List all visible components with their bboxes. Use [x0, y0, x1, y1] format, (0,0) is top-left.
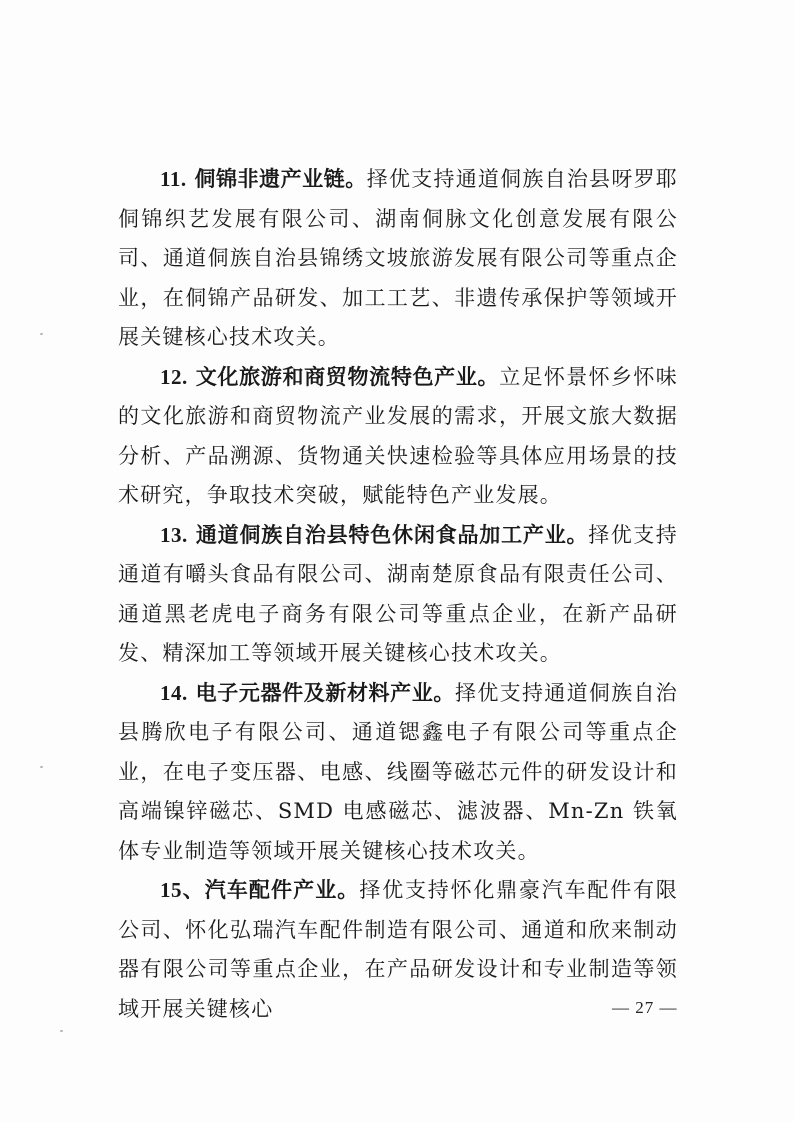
- paragraph-number: 11.: [160, 167, 187, 191]
- paragraph-number: 15、: [160, 878, 205, 902]
- paragraph-heading: [160, 523, 588, 547]
- page-number: — 27 —: [612, 998, 678, 1017]
- paragraph-number: 12.: [160, 364, 188, 389]
- paragraph-number: 13.: [160, 522, 188, 547]
- paragraph-text: 立足怀景怀乡怀味的文化旅游和商贸物流产业发展的需求，开展文旅大数据分析、产品溯源、货物通关快速检验等具体应用场景的技术研究，争取技术突破，赋能特色产业发展。: [118, 364, 679, 507]
- paragraph-text: 择优支持通道有嚼头食品有限公司、湖南楚原食品有限责任公司、通道黑老虎电子商务有限公司等重点企业，在新产品研发、精深加工等领域开展关键核心技术攻关。: [118, 522, 678, 665]
- paragraph-14: [118, 674, 678, 872]
- paragraph-title: 侗锦非遗产业链。: [194, 167, 367, 191]
- paragraph-13: [118, 516, 678, 674]
- scan-speck: [40, 333, 43, 335]
- document-body: [118, 160, 678, 1029]
- paragraph-heading: [160, 681, 455, 705]
- paragraph-text: 择优支持怀化鼎豪汽车配件有限公司、怀化弘瑞汽车配件制造有限公司、通道和欣来制动器有限公司等重点企业，在产品研发设计和专业制造等领域开展关键核心: [118, 878, 678, 1021]
- paragraph-text: 择优支持通道侗族自治县呀罗耶侗锦织艺发展有限公司、湖南侗脉文化创意发展有限公司、通道侗族自治县锦绣文坡旅游发展有限公司等重点企业，在侗锦产品研发、加工工艺、非遗传承保护等领域开展关键核心技术攻关。: [118, 167, 679, 349]
- paragraph-12: [118, 358, 678, 516]
- scan-speck: [40, 766, 43, 768]
- paragraph-15: [118, 871, 678, 1029]
- paragraph-text: 择优支持通道侗族自治县腾欣电子有限公司、通道锶鑫电子有限公司等重点企业，在电子变压器、电感、线圈等磁芯元件的研发设计和高端镍锌磁芯、SMD 电感磁芯、滤波器、Mn-Zn 铁氧体专业制造等领域开展关键核心技术攻关。: [118, 680, 679, 863]
- scan-speck: [60, 1030, 63, 1032]
- paragraph-title: 文化旅游和商贸物流特色产业。: [195, 364, 500, 389]
- paragraph-title: 汽车配件产业。: [204, 878, 360, 902]
- paragraph-11: [118, 160, 678, 358]
- paragraph-heading: [160, 878, 359, 902]
- paragraph-title: 电子元器件及新材料产业。: [195, 680, 456, 705]
- paragraph-heading: [160, 167, 367, 191]
- paragraph-heading: [160, 365, 499, 389]
- paragraph-number: 14.: [160, 680, 188, 705]
- paragraph-title: 通道侗族自治县特色休闲食品加工产业。: [195, 522, 589, 547]
